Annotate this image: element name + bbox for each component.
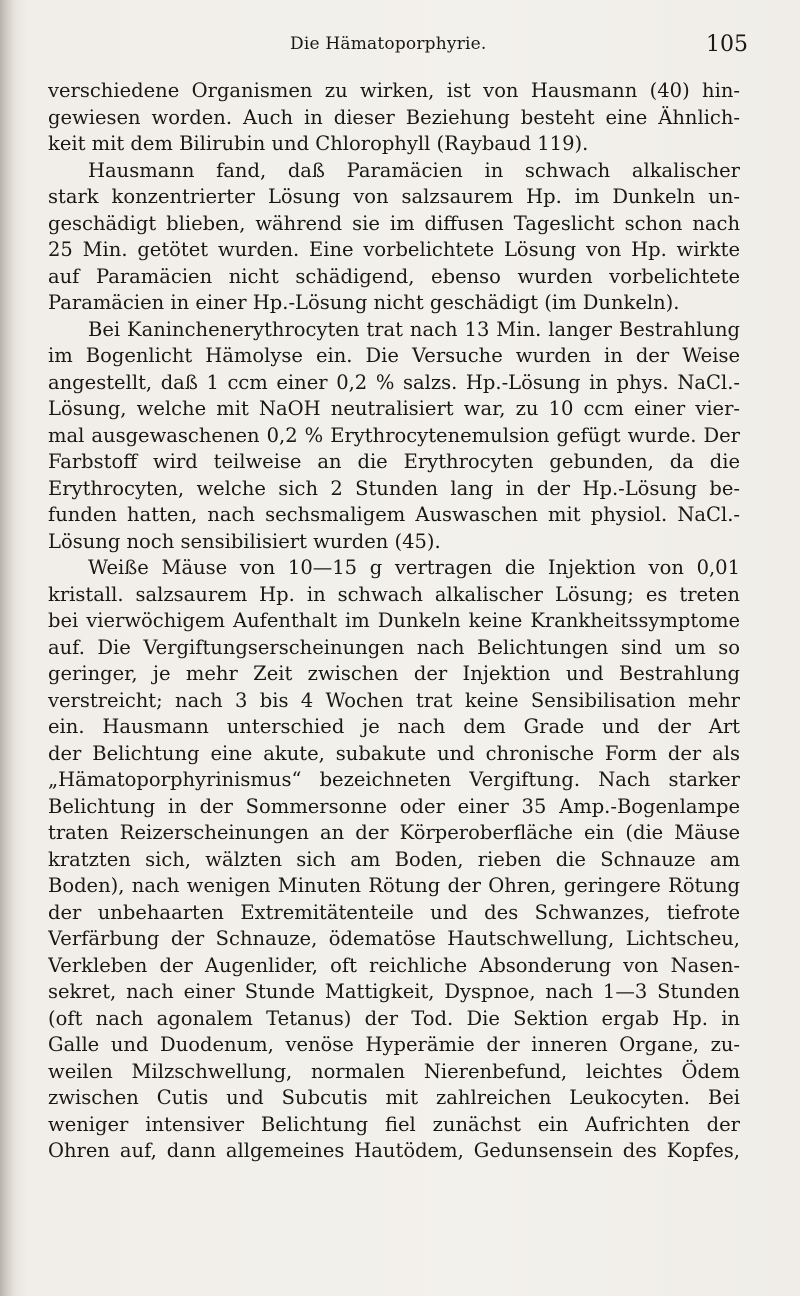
- text-line: „Hämatoporphyrinismus“ bezeichneten Vergiftung. Nach starker: [48, 768, 740, 791]
- text-line: geringer, je mehr Zeit zwischen der Injektion und Bestrahlung: [48, 662, 740, 685]
- text-line: 25 Min. getötet wurden. Eine vorbelichtete Lösung von Hp. wirkte: [48, 238, 740, 261]
- text-line: kristall. salzsaurem Hp. in schwach alkalischer Lösung; es treten: [48, 582, 740, 606]
- text-line: der unbehaarten Extremitätenteile und des Schwanzes, tiefrote: [48, 900, 740, 924]
- body-text: [48, 78, 740, 1165]
- text-line: keit mit dem Bilirubin und Chlorophyll (Raybaud 119).: [48, 132, 589, 155]
- text-line: Bei Kaninchenerythrocyten trat nach 13 Min. langer Bestrahlung: [88, 317, 740, 341]
- page-header: [0, 30, 800, 64]
- text-line: Erythrocyten, welche sich 2 Stunden lang in der Hp.-Lösung be-: [48, 476, 740, 500]
- text-line: kratzten sich, wälzten sich am Boden, rieben die Schnauze am: [48, 847, 740, 871]
- text-line: geschädigt blieben, während sie im diffusen Tageslicht schon nach: [48, 211, 740, 235]
- text-line: Paramäcien in einer Hp.-Lösung nicht geschädigt (im Dunkeln).: [48, 291, 680, 314]
- text-line: stark konzentrierter Lösung von salzsaurem Hp. im Dunkeln un-: [48, 185, 740, 208]
- text-line: Belichtung in der Sommersonne oder einer 35 Amp.-Bogenlampe: [48, 794, 740, 818]
- text-line: der Belichtung eine akute, subakute und chronische Form der als: [48, 741, 740, 765]
- text-line: ein. Hausmann unterschied je nach dem Grade und der Art: [48, 715, 740, 738]
- text-line: im Bogenlicht Hämolyse ein. Die Versuche wurden in der Weise: [48, 344, 740, 367]
- text-line: bei vierwöchigem Aufenthalt im Dunkeln keine Krankheitssymptome: [48, 609, 740, 632]
- text-line: verstreicht; nach 3 bis 4 Wochen trat keine Sensibilisation mehr: [48, 688, 740, 712]
- text-line: Galle und Duodenum, venöse Hyperämie der inneren Organe, zu-: [48, 1033, 740, 1056]
- text-line: auf Paramäcien nicht schädigend, ebenso wurden vorbelichtete: [48, 264, 740, 288]
- text-line: funden hatten, nach sechsmaligem Auswaschen mit physiol. NaCl.-: [48, 503, 740, 526]
- text-line: Verkleben der Augenlider, oft reichliche Absonderung von Nasen-: [48, 953, 740, 977]
- text-line: traten Reizerscheinungen an der Körperoberfläche ein (die Mäuse: [48, 821, 740, 844]
- text-line: angestellt, daß 1 ccm einer 0,2 % salzs. Hp.-Lösung in phys. NaCl.-: [48, 370, 740, 394]
- text-line: (oft nach agonalem Tetanus) der Tod. Die Sektion ergab Hp. in: [48, 1006, 740, 1030]
- running-title: Die Hämatoporphyrie.: [290, 34, 487, 54]
- text-line: gewiesen worden. Auch in dieser Beziehung besteht eine Ähnlich-: [48, 105, 740, 129]
- text-line: auf. Die Vergiftungserscheinungen nach Belichtungen sind um so: [48, 635, 740, 659]
- text-line: weilen Milzschwellung, normalen Nierenbefund, leichtes Ödem: [48, 1059, 740, 1083]
- text-line: verschiedene Organismen zu wirken, ist von Hausmann (40) hin-: [48, 79, 740, 102]
- text-line: Hausmann fand, daß Paramäcien in schwach alkalischer: [88, 158, 740, 182]
- text-line: sekret, nach einer Stunde Mattigkeit, Dyspnoe, nach 1—3 Stunden: [48, 980, 740, 1003]
- text-line: Weiße Mäuse von 10—15 g vertragen die Injektion von 0,01: [88, 556, 740, 579]
- text-line: Ohren auf, dann allgemeines Hautödem, Gedunsensein des Kopfes,: [48, 1139, 740, 1162]
- text-line: Verfärbung der Schnauze, ödematöse Hautschwellung, Lichtscheu,: [48, 927, 740, 950]
- text-line: Boden), nach wenigen Minuten Rötung der Ohren, geringere Rötung: [48, 874, 740, 897]
- text-line: zwischen Cutis und Subcutis mit zahlreichen Leukocyten. Bei: [48, 1086, 740, 1109]
- text-line: mal ausgewaschenen 0,2 % Erythrocytenemulsion gefügt wurde. Der: [48, 423, 740, 447]
- page-number: 105: [706, 32, 748, 57]
- text-line: Lösung, welche mit NaOH neutralisiert war, zu 10 ccm einer vier-: [48, 397, 740, 420]
- text-line: Farbstoff wird teilweise an die Erythrocyten gebunden, da die: [48, 450, 740, 473]
- text-line: weniger intensiver Belichtung fiel zunächst ein Aufrichten der: [48, 1112, 740, 1136]
- text-line: Lösung noch sensibilisiert wurden (45).: [48, 529, 441, 553]
